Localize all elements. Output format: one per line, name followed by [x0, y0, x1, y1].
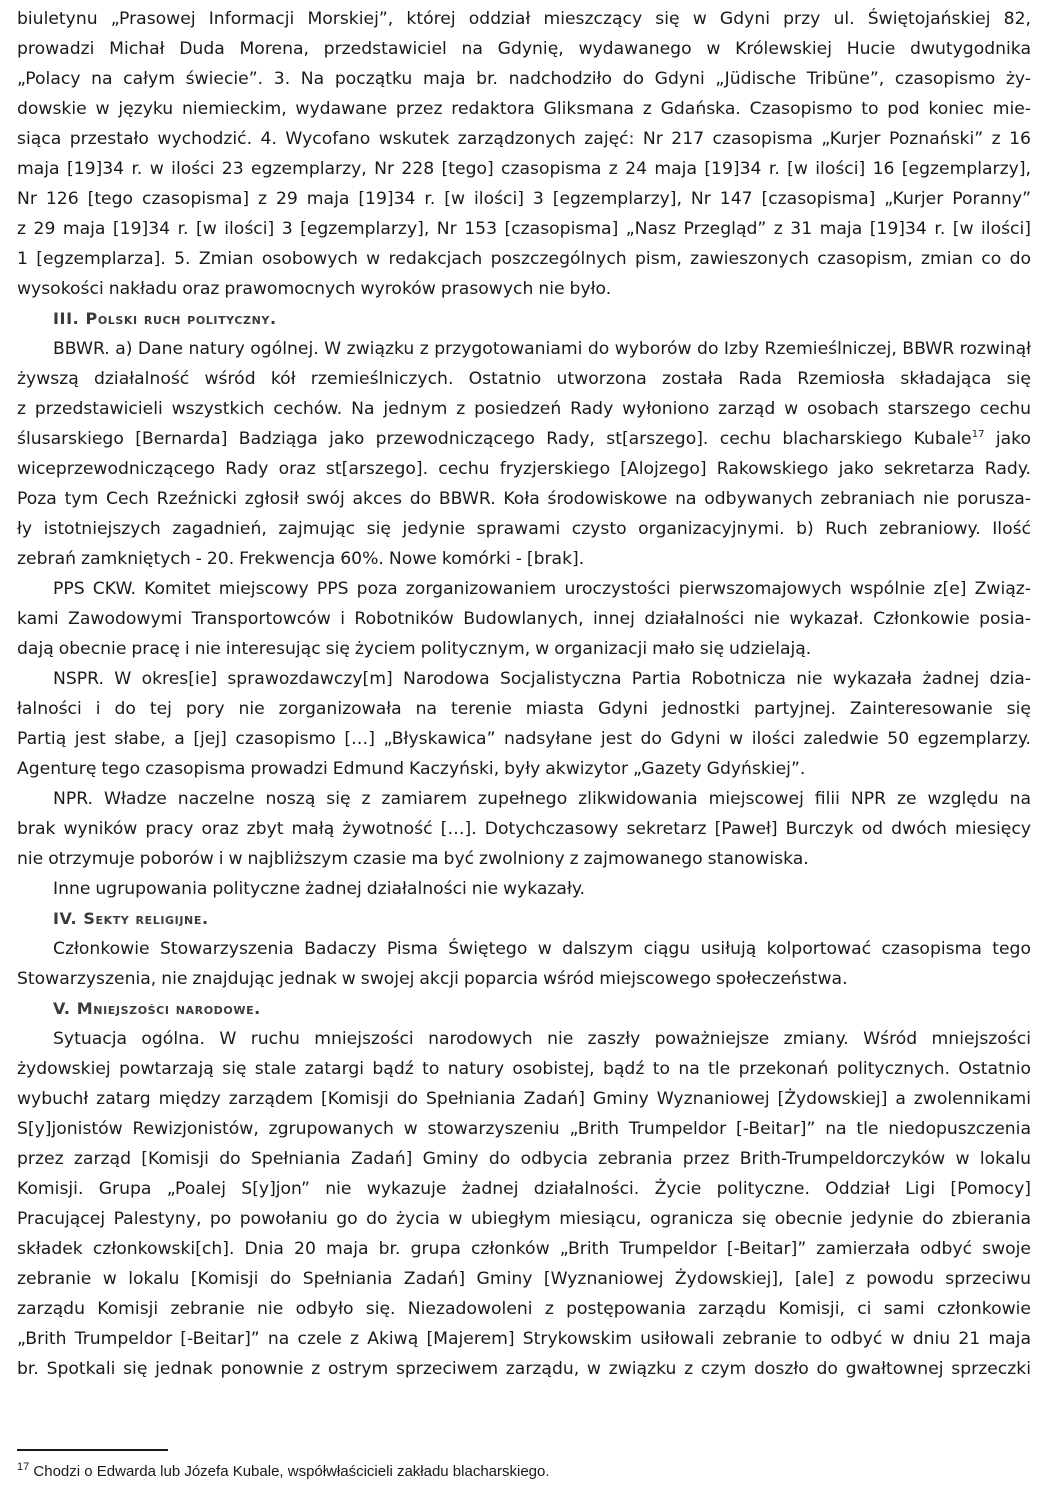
press-section-continued: [17, 4, 1031, 304]
text-line: wybuchł zatarg między zarządem [Komisji do Spełniania Zadań] Gminy Wyznaniowej [Żydowskiej] a zwolennikami: [17, 1089, 1031, 1109]
paragraph-national-minorities: [17, 1024, 1031, 1384]
text-line: składek członkowski[ch]. Dnia 20 maja br. grupa członków „Brith Trumpeldor [-Beitar]” zamierzała odbyć swoje: [17, 1239, 1031, 1259]
text-line: zebranie w lokalu [Komisji do Spełniania Zadań] Gminy [Wyznaniowej Żydowskiej], [ale] z powodu sprzeciwu: [17, 1269, 1031, 1289]
paragraph-religious-sects: [17, 934, 1031, 994]
text-line: Partią jest słabe, a [jej] czasopismo […] „Błyskawica” nadsyłane jest do Gdyni w ilości zaledwie 50 egzemplarzy.: [17, 729, 1031, 749]
text-line: wysokości nakładu oraz prawomocnych wyroków prasowych nie było.: [17, 279, 612, 299]
text-line: Pracującej Palestyny, po powołaniu go do życia w ubiegłym miesiącu, ogranicza się obecnie jedynie do zbierania: [17, 1209, 1031, 1229]
text-line-with-footnote: [17, 424, 1031, 454]
text-line: dowskie w języku niemieckim, wydawane przez redaktora Gliksmana z Gdańska. Czasopismo to pod koniec mie-: [17, 99, 1031, 119]
text-line: NPR. Władze naczelne noszą się z zamiarem zupełnego zlikwidowania miejscowej filii NPR ze względu na: [53, 789, 1031, 809]
text-line: kami Zawodowymi Transportowców i Robotników Budowlanych, innej działalności nie wykazał. Członkowie posia-: [17, 609, 1031, 629]
text-line: wiceprzewodniczącego Rady oraz st[arszego]. cechu fryzjerskiego [Alojzego] Rakowskiego jako sekretarza Rady.: [17, 459, 1031, 479]
paragraph-npr: [17, 784, 1031, 874]
section-heading-national-minorities: [17, 994, 1031, 1024]
footnote-17: [17, 1462, 550, 1482]
text-line: żydowskiej powtarzają się stale zatargi bądź to natury osobistej, bądź to na tle przekonań politycznych. Ostatnio: [17, 1059, 1031, 1079]
text-line: Sytuacja ogólna. W ruchu mniejszości narodowych nie zaszły poważniejsze zmiany. Wśród mniejszości: [53, 1029, 1031, 1049]
paragraph-bbwr: [17, 334, 1031, 574]
text-segment: jako: [984, 429, 1031, 449]
text-line: zebrań zamkniętych - 20. Frekwencja 60%. Nowe komórki - [brak].: [17, 549, 585, 569]
text-segment: ślusarskiego [Bernarda] Badziąga jako przewodniczącego Rady, st[arszego]. cechu blacharskiego Kubale: [17, 429, 972, 449]
text-line: prowadzi Michał Duda Morena, przedstawiciel na Gdynię, wydawanego w Królewskiej Hucie dwutygodnika: [17, 39, 1031, 59]
footnote-reference[interactable]: 17: [971, 429, 985, 440]
text-line: zarządu Komisji zebranie nie odbyło się. Niezadowoleni z postępowania zarządu Komisji, ci sami członkowie: [17, 1299, 1031, 1319]
text-line: Inne ugrupowania polityczne żadnej działalności nie wykazały.: [53, 879, 586, 899]
text-line: 1 [egzemplarza]. 5. Zmian osobowych w redakcjach poszczególnych pism, zawieszonych czasopism, zmian co do: [17, 249, 1031, 269]
document-page: [17, 4, 1031, 1384]
section-title: Sekty religijne.: [83, 909, 209, 928]
text-line: br. Spotkali się jednak ponownie z ostrym sprzeciwem zarządu, w związku z czym doszło do gwałtownej sprzeczki: [17, 1359, 1031, 1379]
text-line: biuletynu „Prasowej Informacji Morskiej”, której oddział mieszczący się w Gdyni przy ul. Świętojańskiej 82,: [17, 9, 1031, 29]
text-line: ły istotniejszych zagadnień, zajmując się jedynie sprawami czysto organizacyjnymi. b) Ruch zebraniowy. Ilość: [17, 519, 1031, 539]
paragraph-pps: [17, 574, 1031, 664]
text-line: maja [19]34 r. w ilości 23 egzemplarzy, Nr 228 [tego] czasopisma z 24 maja [19]34 r. [w ilości] 16 [egzemplarzy],: [17, 159, 1031, 179]
text-line: „Polacy na całym świecie”. 3. Na początku maja br. nadchodziło do Gdyni „Jüdische Tribüne”, czasopismo ży-: [17, 69, 1031, 89]
text-line: żywszą działalność wśród kół rzemieślniczych. Ostatnio utworzona została Rada Rzemiosła składająca się: [17, 369, 1031, 389]
footnote-text: Chodzi o Edwarda lub Józefa Kubale, współwłaścicieli zakładu blacharskiego.: [29, 1463, 550, 1480]
paragraph-nspr: [17, 664, 1031, 784]
text-line: NSPR. W okres[ie] sprawozdawczy[m] Narodowa Socjalistyczna Partia Robotnicza nie wykazała żadnej dzia-: [53, 669, 1031, 689]
text-line: „Brith Trumpeldor [-Beitar]” na czele z Akiwą [Majerem] Strykowskim usiłowali zebranie to odbyć w dniu 21 maja: [17, 1329, 1031, 1349]
footnote-number: 17: [17, 1461, 30, 1473]
section-number: V.: [53, 999, 71, 1018]
text-line: brak wyników pracy oraz zbyt małą żywotność […]. Dotychczasowy sekretarz [Paweł] Burczyk od dwóch miesięcy: [17, 819, 1031, 839]
section-title: Mniejszości narodowe.: [76, 999, 261, 1018]
text-line: z 29 maja [19]34 r. [w ilości] 3 [egzemplarzy], Nr 153 [czasopisma] „Nasz Przegląd” z 31 maja [19]34 r. [w ilości]: [17, 219, 1031, 239]
text-line: siąca przestało wychodzić. 4. Wycofano wskutek zarządzonych zajęć: Nr 217 czasopisma „Kurjer Poznański” z 16: [17, 129, 1031, 149]
section-number: III.: [53, 309, 80, 328]
text-line: Stowarzyszenia, nie znajdując jednak w swojej akcji poparcia wśród miejscowego społeczeństwa.: [17, 969, 848, 989]
text-line: Komisji. Grupa „Poalej S[y]jon” nie wykazuje żadnej działalności. Życie polityczne. Oddział Ligi [Pomocy]: [17, 1179, 1031, 1199]
text-line: z przedstawicieli wszystkich cechów. Na jednym z posiedzeń Rady wyłoniono zarząd w osobach starszego cechu: [17, 399, 1031, 419]
text-line: BBWR. a) Dane natury ogólnej. W związku z przygotowaniami do wyborów do Izby Rzemieślniczej, BBWR rozwinął: [53, 339, 1031, 359]
footnote-separator: [17, 1449, 168, 1451]
text-line: Nr 126 [tego czasopisma] z 29 maja [19]34 r. [w ilości] 3 [egzemplarzy], Nr 147 [czasopisma] „Kurjer Poranny”: [17, 189, 1031, 209]
paragraph-other-groups: [17, 874, 1031, 904]
text-line: Agenturę tego czasopisma prowadzi Edmund Kaczyński, były akwizytor „Gazety Gdyńskiej”.: [17, 759, 806, 779]
text-line: Członkowie Stowarzyszenia Badaczy Pisma Świętego w dalszym ciągu usiłują kolportować czasopisma tego: [53, 939, 1031, 959]
section-heading-religious-sects: [17, 904, 1031, 934]
text-line: łalności i do tej pory nie zorganizowała na terenie miasta Gdyni jednostki partyjnej. Zainteresowanie się: [17, 699, 1031, 719]
text-line: nie otrzymuje poborów i w najbliższym czasie ma być zwolniony z zajmowanego stanowiska.: [17, 849, 809, 869]
text-line: S[y]jonistów Rewizjonistów, zgrupowanych w stowarzyszeniu „Brith Trumpeldor [-Beitar]” na tle niedopuszczenia: [17, 1119, 1031, 1139]
text-line: dają obecnie pracę i nie interesując się życiem politycznym, w organizacji mało się udzielają.: [17, 639, 812, 659]
text-line: PPS CKW. Komitet miejscowy PPS poza zorganizowaniem uroczystości pierwszomajowych wspólnie z[e] Związ-: [53, 579, 1031, 599]
section-title: Polski ruch polityczny.: [85, 309, 277, 328]
text-line: Poza tym Cech Rzeźnicki zgłosił swój akces do BBWR. Koła środowiskowe na odbywanych zebraniach nie porusza-: [17, 489, 1031, 509]
section-heading-polish-political-movement: [17, 304, 1031, 334]
section-number: IV.: [53, 909, 78, 928]
text-line: przez zarząd [Komisji do Spełniania Zadań] Gminy do odbycia zebrania przez Brith-Trumpeldorczyków w lokalu: [17, 1149, 1031, 1169]
